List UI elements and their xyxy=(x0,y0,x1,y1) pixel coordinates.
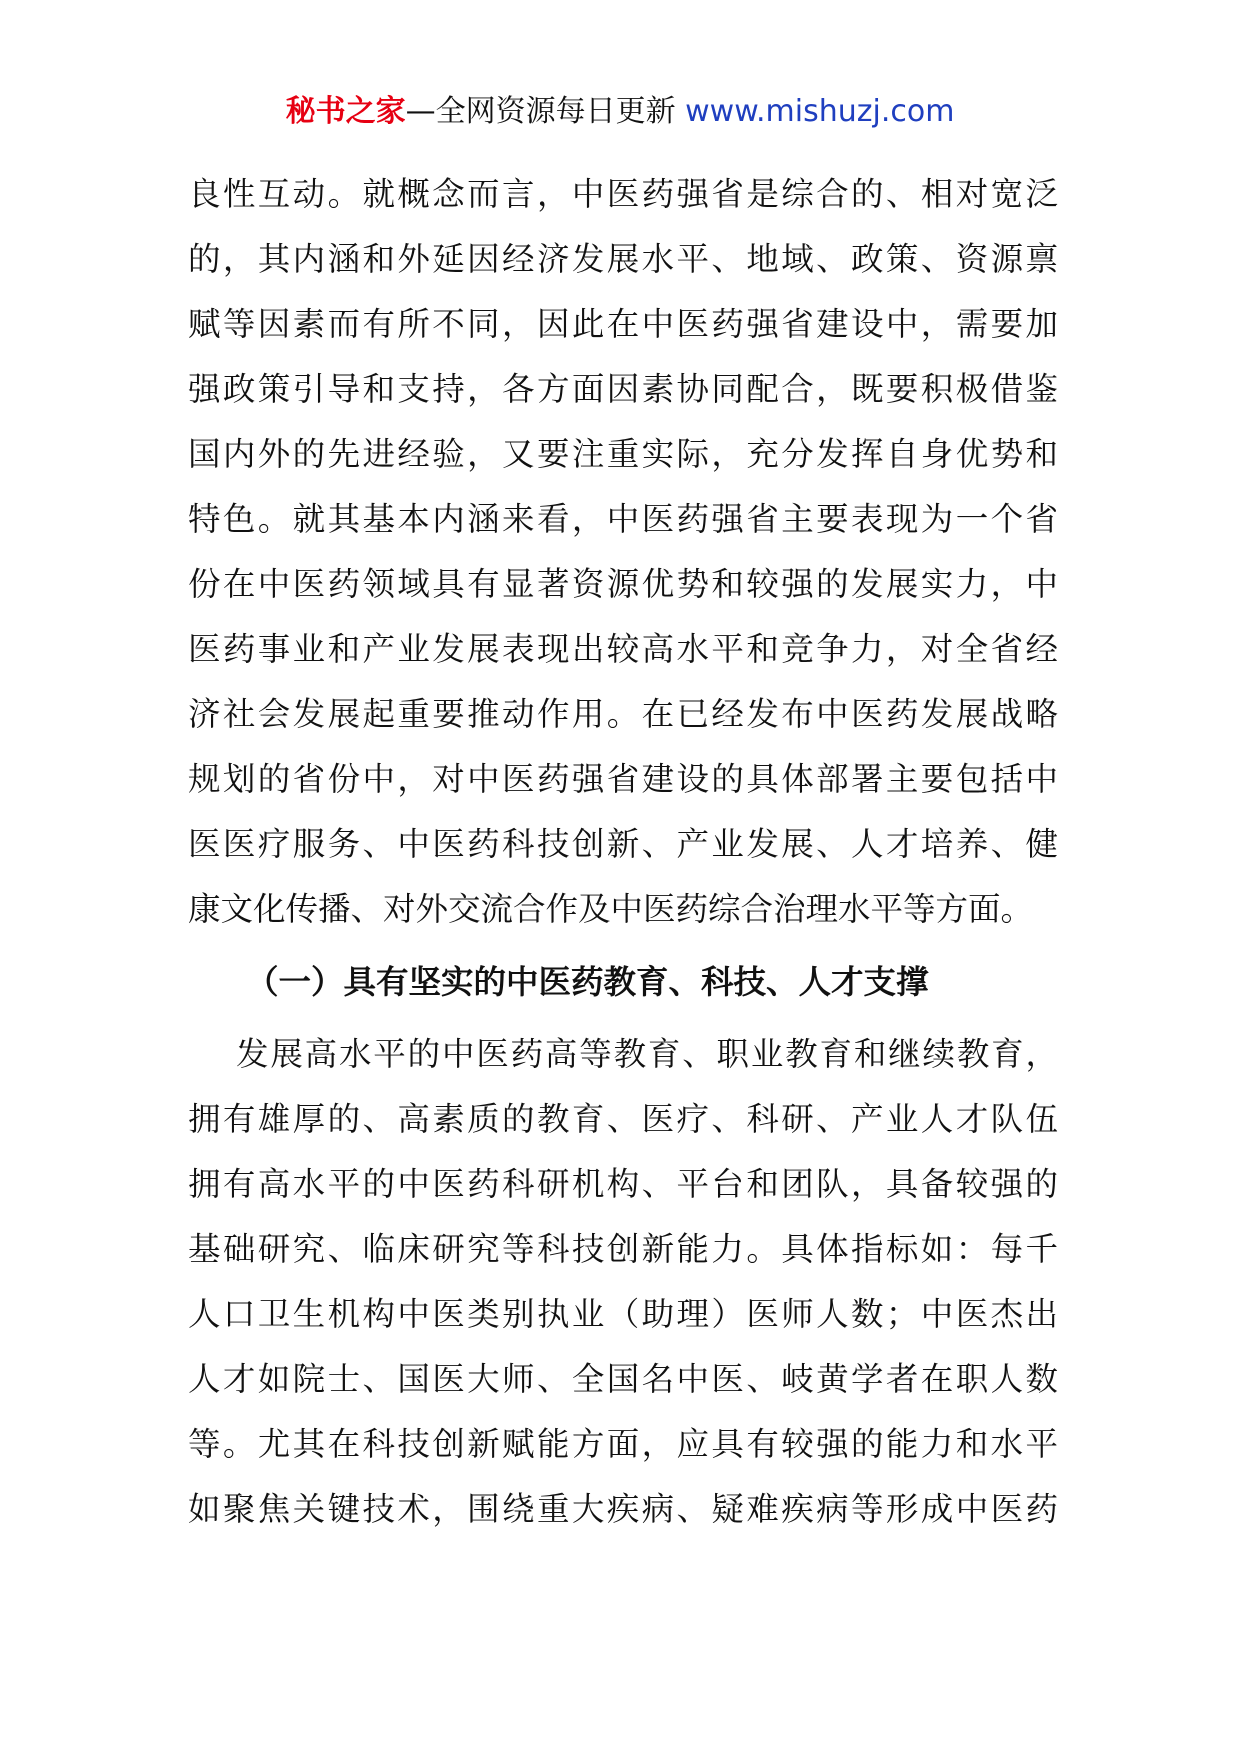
site-header xyxy=(0,92,1240,132)
paragraph-2 xyxy=(188,1022,1058,1542)
site-tagline: —全网资源每日更新 xyxy=(405,94,686,129)
text-line: 如聚焦关键技术，围绕重大疾病、疑难疾病等形成中医药 xyxy=(188,1490,1058,1528)
site-url-link[interactable]: www.mishuzj.com xyxy=(685,94,955,129)
site-brand: 秘书之家 xyxy=(285,94,406,129)
text-line: 赋等因素而有所不同，因此在中医药强省建设中，需要加 xyxy=(188,305,1058,343)
text-line: 良性互动。就概念而言，中医药强省是综合的、相对宽泛 xyxy=(188,175,1058,213)
text-line: 国内外的先进经验，又要注重实际，充分发挥自身优势和 xyxy=(188,435,1058,473)
text-line: 强政策引导和支持，各方面因素协同配合，既要积极借鉴 xyxy=(188,370,1058,408)
text-line: 济社会发展起重要推动作用。在已经发布中医药发展战略 xyxy=(188,695,1058,733)
document-body xyxy=(188,162,1058,1542)
text-line: 康文化传播、对外交流合作及中医药综合治理水平等方面。 xyxy=(188,890,1034,928)
text-line: 特色。就其基本内涵来看，中医药强省主要表现为一个省 xyxy=(188,500,1058,538)
text-line: 医药事业和产业发展表现出较高水平和竞争力，对全省经 xyxy=(188,630,1058,668)
text-line: 基础研究、临床研究等科技创新能力。具体指标如：每千 xyxy=(188,1230,1058,1268)
text-line: 拥有高水平的中医药科研机构、平台和团队，具备较强的 xyxy=(188,1165,1058,1203)
section-heading: （一）具有坚实的中医药教育、科技、人才支撑 xyxy=(246,963,929,1001)
text-line: 等。尤其在科技创新赋能方面，应具有较强的能力和水平 xyxy=(188,1425,1058,1463)
text-line: 规划的省份中，对中医药强省建设的具体部署主要包括中 xyxy=(188,760,1058,798)
text-line: 医医疗服务、中医药科技创新、产业发展、人才培养、健 xyxy=(188,825,1058,863)
text-line: 拥有雄厚的、高素质的教育、医疗、科研、产业人才队伍 xyxy=(188,1100,1058,1138)
paragraph-1 xyxy=(188,162,1058,942)
text-line: 的，其内涵和外延因经济发展水平、地域、政策、资源禀 xyxy=(188,240,1058,278)
text-line: 人才如院士、国医大师、全国名中医、岐黄学者在职人数 xyxy=(188,1360,1058,1398)
text-line: 份在中医药领域具有显著资源优势和较强的发展实力，中 xyxy=(188,565,1058,603)
text-line: 发展高水平的中医药高等教育、职业教育和继续教育， xyxy=(236,1035,1058,1073)
text-line: 人口卫生机构中医类别执业（助理）医师人数；中医杰出 xyxy=(188,1295,1058,1333)
